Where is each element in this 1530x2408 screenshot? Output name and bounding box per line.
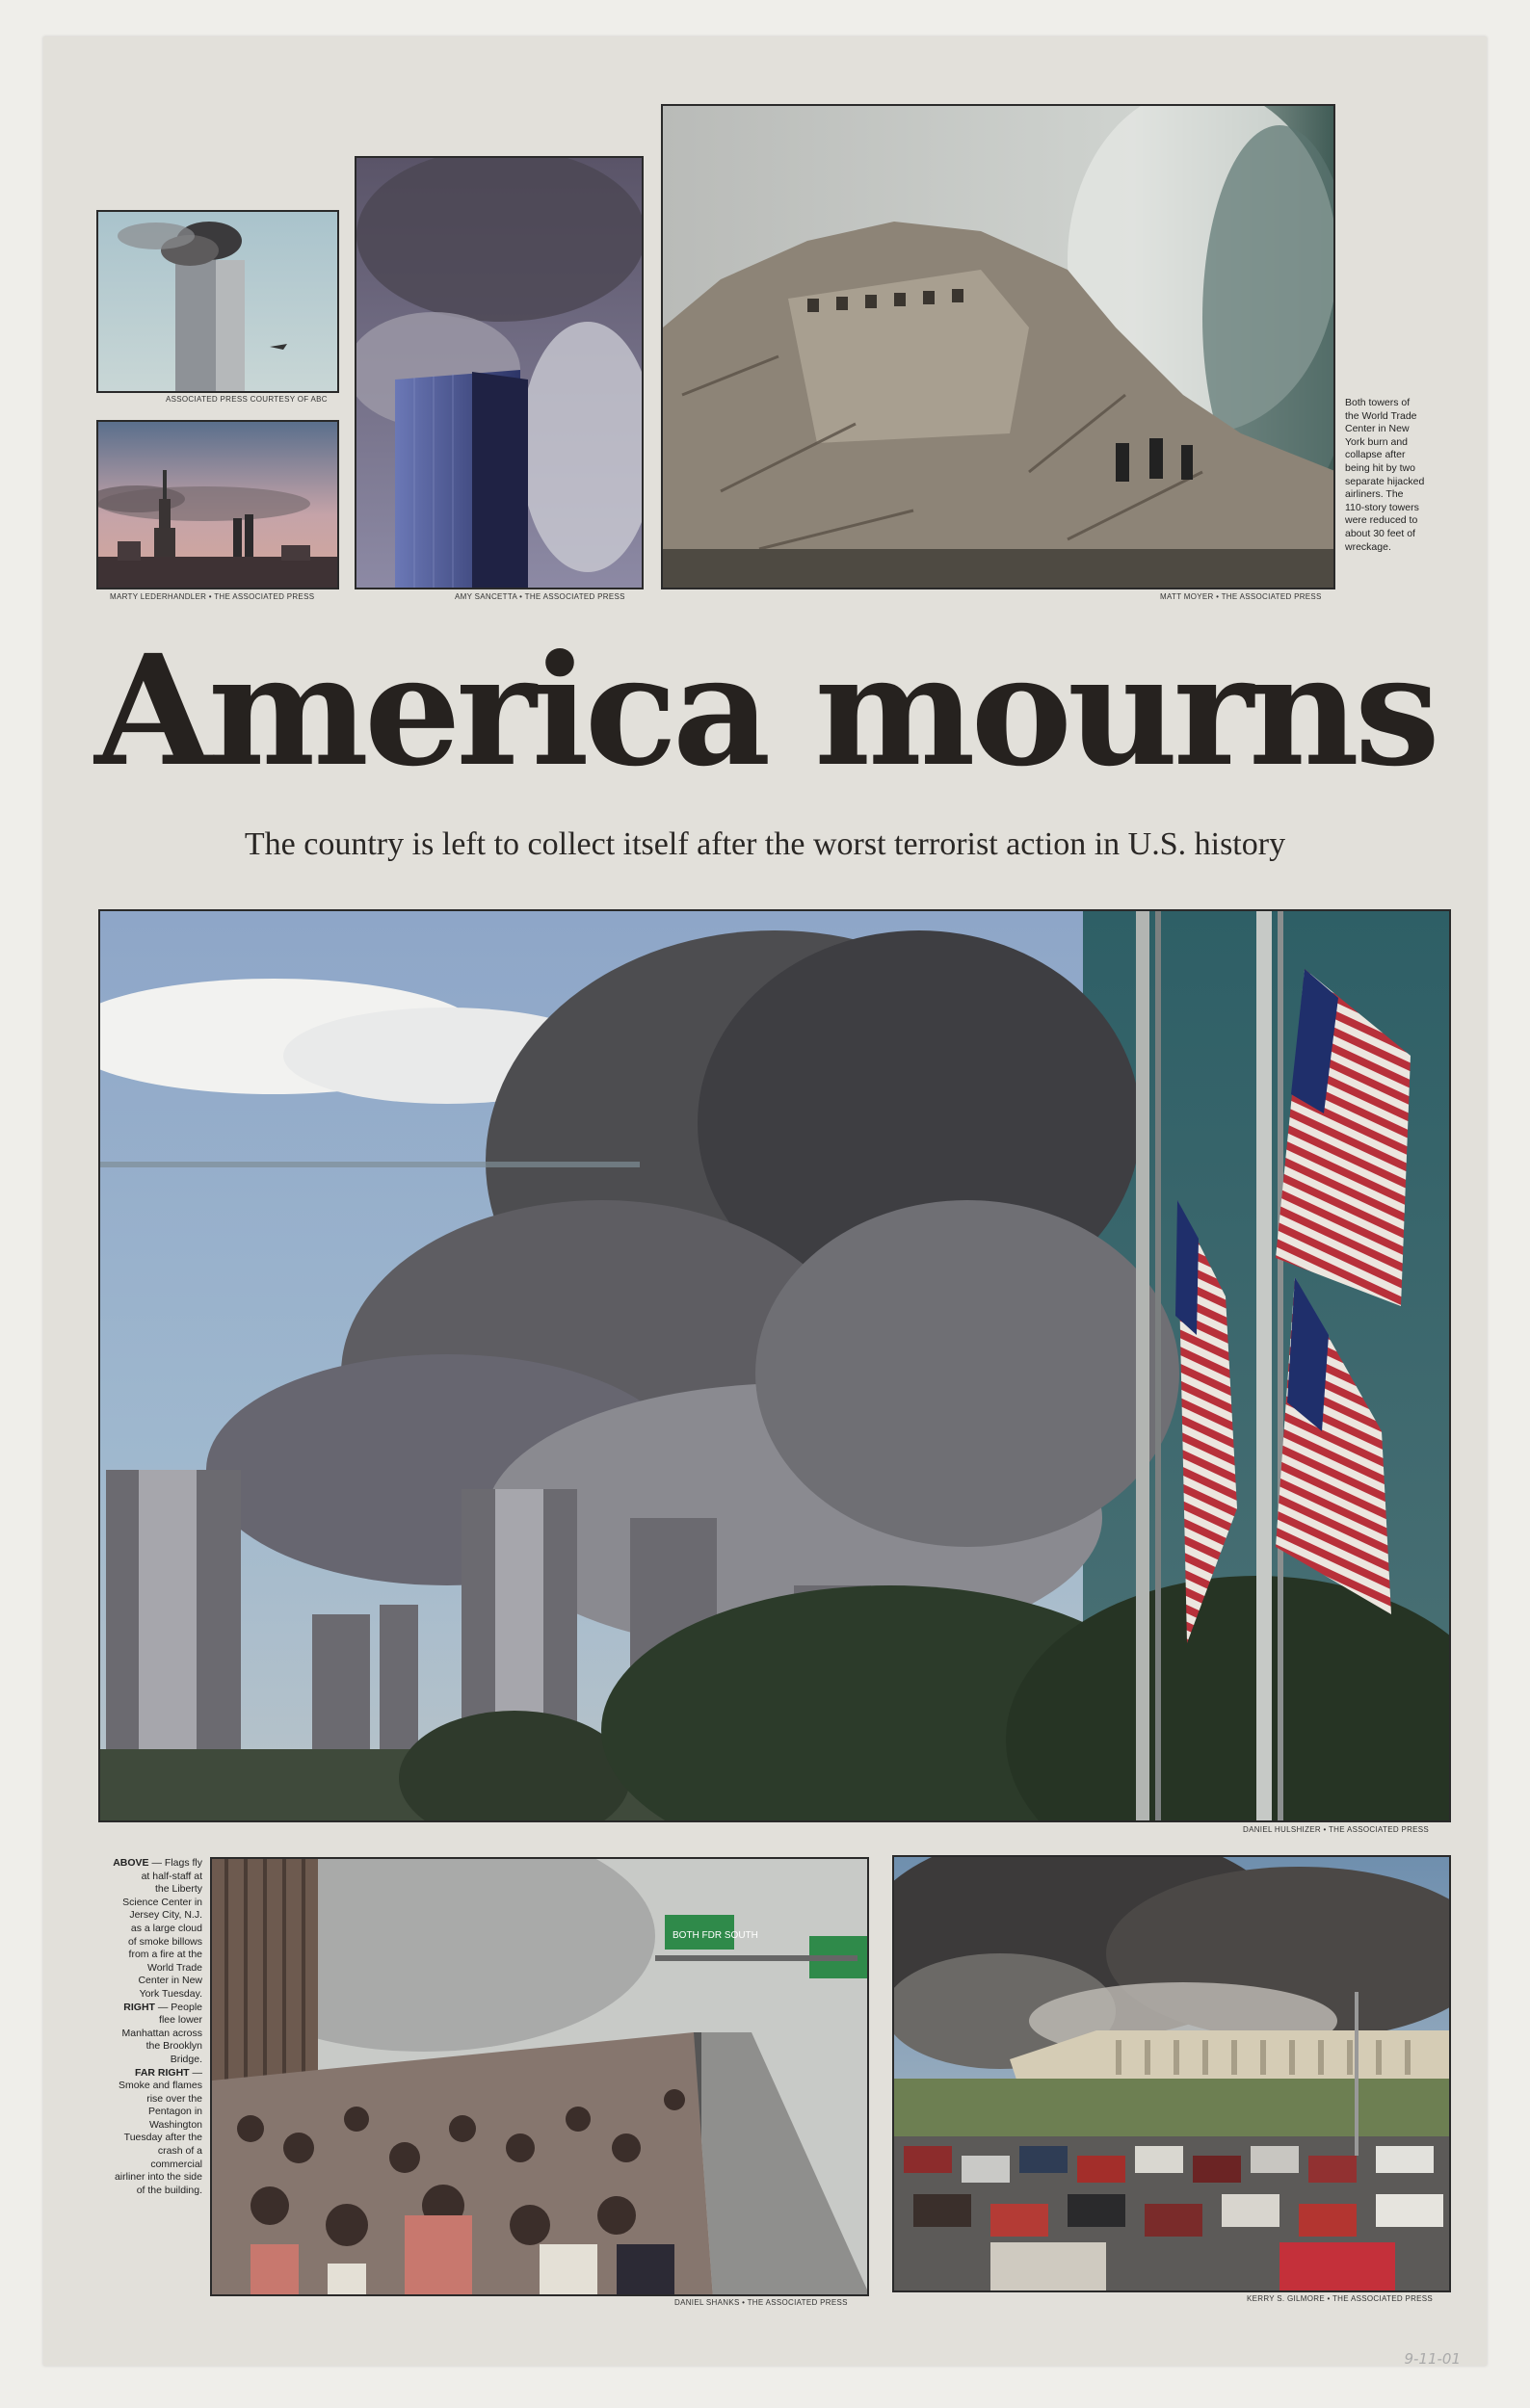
handwritten-date: 9-11-01 [1404,2350,1461,2368]
caption-label-far-right: FAR RIGHT [134,2066,190,2079]
caption-line: Center in New [1345,423,1410,435]
caption-line: collapse after [1345,449,1406,461]
caption-label-right: RIGHT [123,2001,155,2013]
caption-line: World Trade [147,1961,202,1974]
caption-line: — [192,2066,202,2079]
caption-bottom [94,1857,202,2197]
caption-line: Washington [148,2118,202,2131]
caption-line: airliners. The [1345,488,1404,501]
caption-line: crash of a [157,2145,202,2158]
caption-line: airliner into the side [114,2171,202,2184]
credit-tower-closeup: AMY SANCETTA • THE ASSOCIATED PRESS [455,592,625,601]
photo-tower-closeup [355,156,644,589]
caption-above [94,1857,202,1871]
caption-line: — Flags fly [151,1857,202,1869]
photo-tower-strike [96,210,339,393]
caption-line: as a large cloud [130,1922,202,1934]
credit-bridge-photo: DANIEL SHANKS • THE ASSOCIATED PRESS [674,2298,848,2307]
photo-brooklyn-bridge [210,1857,869,2296]
caption-line: at half-staff at [141,1870,202,1882]
caption-line: of the building. [136,2184,202,2196]
caption-line: — People [157,2001,202,2013]
caption-line: commercial [150,2158,202,2170]
headline: America mourns [94,622,1436,800]
caption-line: Center in New [138,1975,202,1987]
credit-tower-strike: ASSOCIATED PRESS COURTESY OF ABC [166,395,328,404]
caption-line: of smoke billows [127,1935,202,1948]
caption-line: Tuesday after the [123,2132,202,2144]
caption-line: Science Center in [122,1896,202,1908]
caption-line: about 30 feet of [1345,527,1415,539]
photo-main-flags-smoke [98,909,1451,1822]
caption-line: were reduced to [1345,514,1418,527]
caption-line: the Liberty [154,1883,202,1896]
caption-line: Manhattan across [121,2027,202,2039]
caption-line: Both towers of [1345,397,1411,408]
photo-pentagon [892,1855,1451,2292]
caption-line: from a fire at the [128,1949,202,1961]
caption-label-above: ABOVE [113,1857,149,1869]
photo-rubble [661,104,1335,589]
credit-rubble: MATT MOYER • THE ASSOCIATED PRESS [1160,592,1322,601]
caption-line: flee lower [159,2014,202,2027]
caption-line: York Tuesday. [139,1987,202,2000]
sign-text: BOTH FDR SOUTH [673,1930,758,1941]
caption-far-right-photo [94,2067,202,2081]
credit-main-photo: DANIEL HULSHIZER • THE ASSOCIATED PRESS [1243,1825,1430,1834]
credit-skyline-smoke: MARTY LEDERHANDLER • THE ASSOCIATED PRESS [110,592,315,601]
caption-rubble [1345,397,1451,554]
deck: The country is left to collect itself after the worst terrorist action in U.S. history [244,826,1286,862]
credit-pentagon-photo: KERRY S. GILMORE • THE ASSOCIATED PRESS [1247,2294,1434,2303]
caption-line: the World Trade [1345,409,1417,422]
photo-skyline-smoke [96,420,339,589]
caption-line: Bridge. [170,2053,202,2065]
caption-line: being hit by two [1345,461,1415,474]
caption-line: 110-story towers [1345,501,1419,513]
caption-line: the Brooklyn [145,2040,202,2053]
caption-line: rise over the [146,2092,202,2105]
caption-line: Jersey City, N.J. [129,1909,202,1922]
caption-line: Pentagon in [147,2106,202,2118]
caption-line: Smoke and flames [119,2080,202,2092]
caption-line: York burn and [1345,435,1408,448]
caption-line: wreckage. [1345,540,1391,553]
caption-line: separate hijacked [1345,475,1425,487]
caption-right-photo [94,2002,202,2015]
